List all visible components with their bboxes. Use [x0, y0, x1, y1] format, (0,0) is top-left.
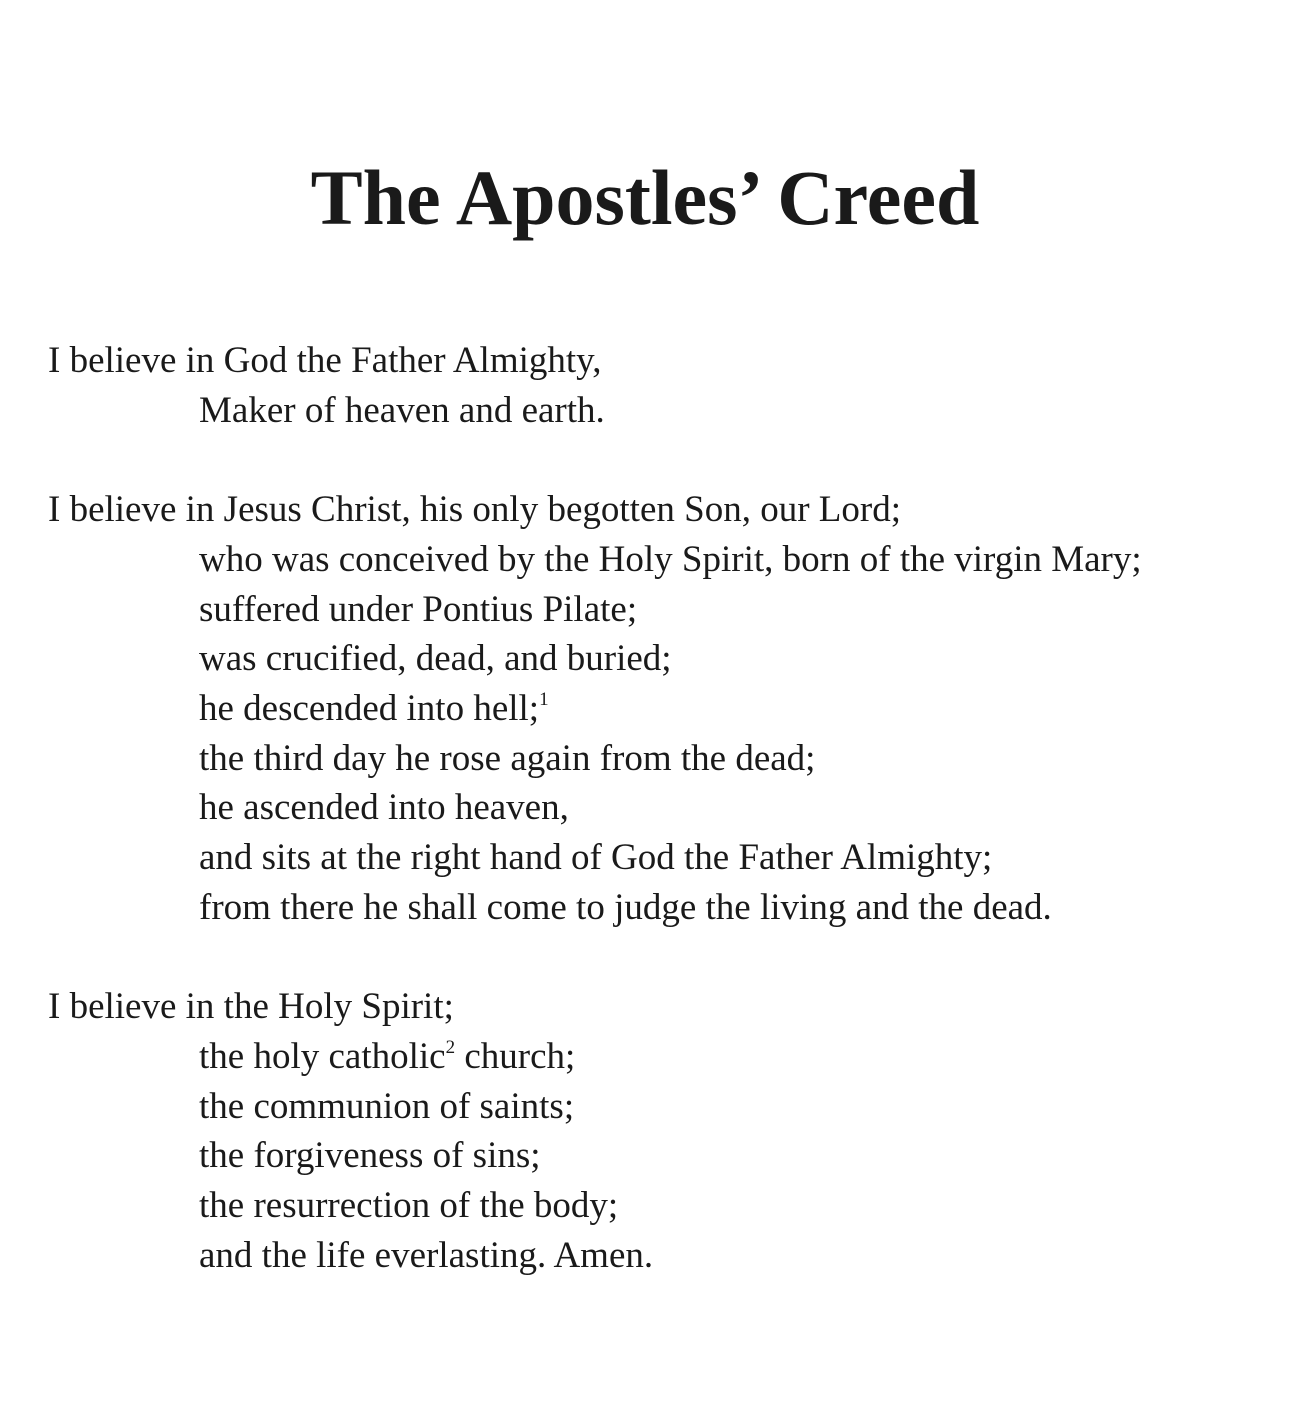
footnote-marker: 1: [539, 688, 549, 710]
line-text: church;: [455, 1035, 576, 1077]
stanza-line: who was conceived by the Holy Spirit, born of the virgin Mary;: [199, 538, 1142, 580]
stanza-father: [48, 336, 1268, 435]
stanza-line: and the life everlasting. Amen.: [199, 1234, 654, 1276]
stanza-line: Maker of heaven and earth.: [199, 389, 605, 431]
stanza-line: was crucified, dead, and buried;: [199, 638, 672, 680]
stanza-line: the forgiveness of sins;: [199, 1135, 541, 1177]
line-text: he descended into hell;: [199, 687, 540, 729]
stanza-line: I believe in God the Father Almighty,: [48, 340, 602, 381]
stanza-line: the third day he rose again from the dead;: [199, 737, 816, 779]
stanza-line: the resurrection of the body;: [199, 1184, 619, 1226]
stanza-line: suffered under Pontius Pilate;: [199, 588, 638, 630]
stanza-line: and sits at the right hand of God the Father Almighty;: [199, 837, 993, 879]
stanza-line: from there he shall come to judge the living and the dead.: [199, 886, 1052, 928]
stanza-line: the communion of saints;: [199, 1085, 575, 1127]
stanza-son: [48, 485, 1268, 932]
stanza-line: I believe in Jesus Christ, his only begotten Son, our Lord;: [48, 489, 901, 531]
stanza-line: I believe in the Holy Spirit;: [48, 986, 454, 1028]
creed-text: [48, 336, 1268, 1330]
stanza-line: [48, 1032, 1268, 1082]
line-text: the holy catholic: [199, 1035, 446, 1077]
stanza-line: he ascended into heaven,: [199, 787, 569, 829]
footnote-marker: 2: [445, 1036, 456, 1058]
stanza-spirit: [48, 982, 1268, 1280]
page-title: The Apostles’ Creed: [310, 154, 980, 241]
stanza-line: [48, 684, 1268, 734]
